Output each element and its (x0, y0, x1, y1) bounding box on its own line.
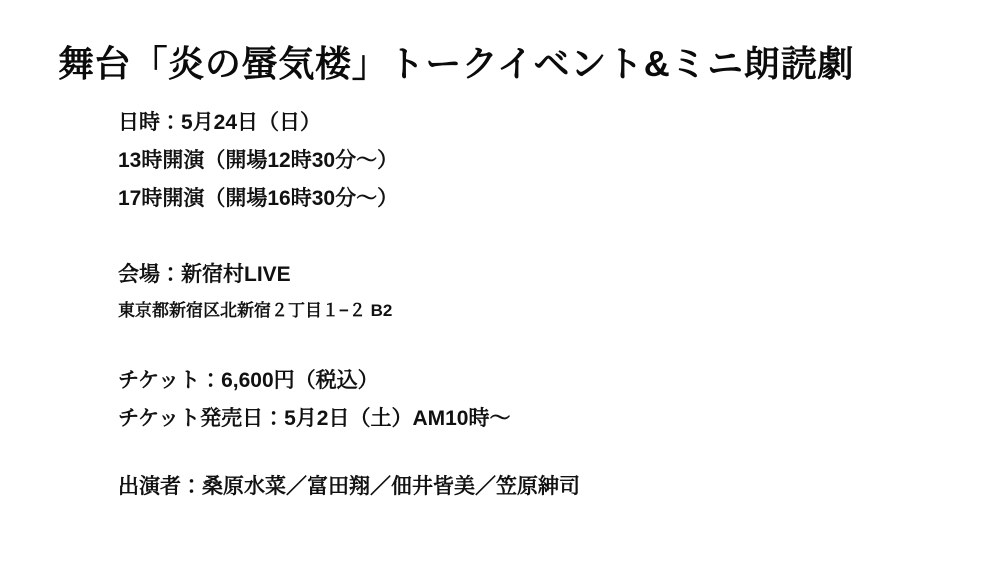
showtime-line-2: 17時開演（開場16時30分〜） (118, 187, 399, 210)
event-date-line: 日時：5月24日（日） (118, 111, 322, 134)
ticket-onsale-line: チケット発売日：5月2日（土）AM10時〜 (118, 407, 511, 430)
spacer-after-schedule (118, 226, 918, 264)
page-title: 舞台「炎の蜃気楼」トークイベント&ミニ朗読劇 (58, 43, 855, 84)
spacer-after-venue (118, 336, 918, 370)
cast-line: 出演者：桑原水菜／富田翔／佃井皆美／笠原紳司 (118, 475, 580, 498)
ticket-price-line: チケット：6,600円（税込） (118, 369, 379, 392)
slide-body (118, 112, 918, 514)
spacer-after-ticket (118, 446, 918, 476)
showtime-line-1: 13時開演（開場12時30分〜） (118, 149, 399, 172)
venue-name-line: 会場：新宿村LIVE (118, 263, 291, 286)
venue-address-line: 東京都新宿区北新宿２丁目１−２ B2 (118, 301, 393, 320)
